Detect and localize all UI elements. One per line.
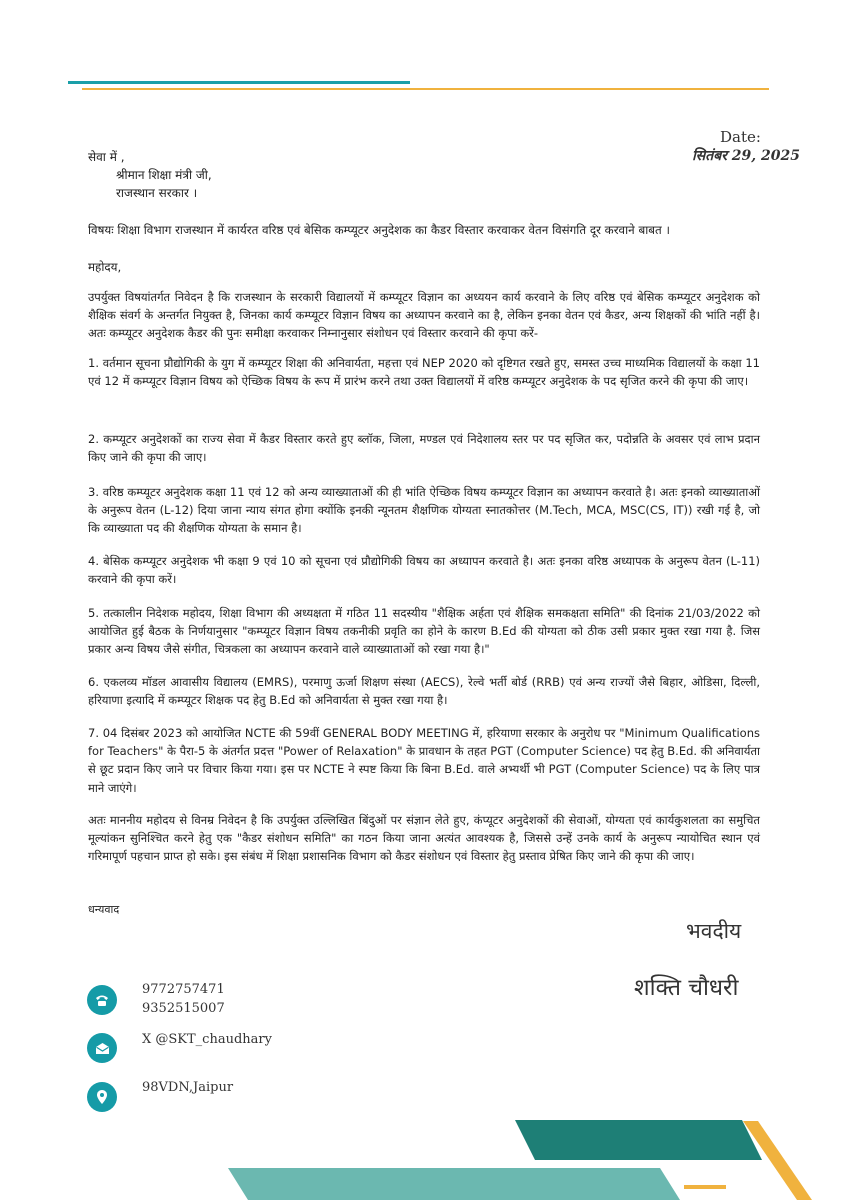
header-teal-rule	[68, 81, 410, 84]
signature-name: शक्ति चौधरी	[634, 975, 739, 1001]
deco-dark-teal-band	[515, 1120, 762, 1160]
header-gold-rule	[82, 88, 769, 90]
deco-gold-stripe	[743, 1121, 812, 1200]
point-7-paragraph: 7. 04 दिसंबर 2023 को आयोजित NCTE की 59वीं GENERAL BODY MEETING में, हरियाणा सरकार के अनुरोध पर "Minimum Qualifications for Teachers" के पैरा-5 के अंतर्गत प्रदत्त "Power of Relaxation" के प्रावधान के तहत PGT (Computer Science) पद हेतु B.Ed. की अनिवार्यता से छूट प्रदान किए जाने पर विचार किया गया। इस पर NCTE ने स्पष्ट किया कि बिना B.Ed. वाले अभ्यर्थी भी PGT (Computer Science) पद के लिए पात्र माने जाएंगे।	[88, 726, 760, 795]
contact-social-handle: X @SKT_chaudhary	[142, 1032, 272, 1047]
closing-paragraph: अतः माननीय महोदय से विनम्र निवेदन है कि उपर्युक्त उल्लिखित बिंदुओं पर संज्ञान लेते हुए, कंप्यूटर अनुदेशकों की सेवाओं, योग्यता एवं कार्यकुशलता का समुचित मूल्यांकन सुनिश्चित करने हेतु एक "कैडर संशोधन समिति" का गठन किया जाना अत्यंत आवश्यक है, जिससे उन्हें उनके कार्य के अनुरूप न्यायोचित स्थान एवं गरिमापूर्ण पहचान प्राप्त हो सके। इस संबंध में शिक्षा प्रशासनिक विभाग को कैडर संशोधन एवं विस्तार हेतु प्रस्ताव प्रेषित किए जाने की कृपा की जाए।	[88, 813, 760, 864]
intro-paragraph: उपर्युक्त विषयांतर्गत निवेदन है कि राजस्थान के सरकारी विद्यालयों में कम्प्यूटर विज्ञान का अध्ययन कार्य करवाने के लिए वरिष्ठ एवं बेसिक कम्प्यूटर अनुदेशक को शैक्षिक संवर्ग के अन्तर्गत नियुक्त है, जिनका कार्य कम्प्यूटर विज्ञान विषय का अध्यापन करवाने का है, लेकिन इनका वेतन एवं कैडर, अन्य शिक्षकों की भांति नहीं है। अतः कम्प्यूटर अनुदेशक कैडर की पुनः समीक्षा करवाकर निम्नानुसार संशोधन एवं विस्तार करवाने की कृपा करें-	[88, 290, 760, 341]
point-4-paragraph: 4. बेसिक कम्प्यूटर अनुदेशक भी कक्षा 9 एवं 10 को सूचना एवं प्रौद्योगिकी विषय का अध्यापन करवाते है। अतः इनका वरिष्ठ अध्यापक के अनुरूप वेतन (L-11) करवाने की कृपा करें।	[88, 554, 761, 587]
signature-valediction: भवदीय	[686, 919, 742, 943]
date-value: सितंबर 29, 2025	[692, 148, 800, 164]
subject-line: विषयः शिक्षा विभाग राजस्थान में कार्यरत वरिष्ठ एवं बेसिक कम्प्यूटर अनुदेशक का कैडर विस्तार करवाकर वेतन विसंगति दूर करवाने बाबत ।	[88, 223, 670, 237]
contact-phone-2: 9352515007	[142, 1001, 225, 1016]
thanks-text: धन्यवाद	[88, 903, 120, 916]
deco-gold-line	[684, 1185, 726, 1189]
address-line-1: सेवा में ,	[88, 150, 125, 164]
point-6-paragraph: 6. एकलव्य मॉडल आवासीय विद्यालय (EMRS), परमाणु ऊर्जा शिक्षण संस्था (AECS), रेल्वे भर्ती बोर्ड (RRB) एवं अन्य राज्यों जैसे बिहार, ओडिसा, दिल्ली, हरियाणा इत्यादि में कम्प्यूटर शिक्षक पद हेतु B.Ed को अनिवार्यता से मुक्त रखा गया है।	[88, 675, 760, 708]
address-line-2: श्रीमान शिक्षा मंत्री जी,	[116, 168, 212, 182]
phone-icon	[87, 985, 117, 1015]
address-line-3: राजस्थान सरकार ।	[116, 186, 198, 200]
salutation: महोदय,	[88, 260, 122, 274]
point-5-paragraph: 5. तत्कालीन निदेशक महोदय, शिक्षा विभाग की अध्यक्षता में गठित 11 सदस्यीय "शैक्षिक अर्हता एवं शैक्षिक समकक्षता समिति" की दिनांक 21/03/2022 को आयोजित हुई बैठक के निर्णयानुसार "कम्प्यूटर विज्ञान विषय तकनीकी प्रवृति का होने के कारण B.Ed की योग्यता को ठीक उसी प्रकार मुक्त रखा गया है. जिस प्रकार अन्य विषय जैसे संगीत, चित्रकला का अध्यापन करवाने वाले व्याख्याताओं को रखा गया है।"	[88, 606, 760, 657]
point-2-paragraph: 2. कम्प्यूटर अनुदेशकों का राज्य सेवा में कैडर विस्तार करते हुए ब्लॉक, जिला, मण्डल एवं निदेशालय स्तर पर पद सृजित कर, पदोन्नति के अवसर एवं लाभ प्रदान किए जाने की कृपा की जाए।	[88, 432, 760, 465]
mail-icon	[87, 1033, 117, 1063]
contact-phone-1: 9772757471	[142, 982, 225, 997]
contact-location: 98VDN,Jaipur	[142, 1080, 234, 1095]
recipient-address	[88, 148, 212, 202]
point-1-paragraph: 1. वर्तमान सूचना प्रौद्योगिकी के युग में कम्प्यूटर शिक्षा की अनिवार्यता, महत्ता एवं NEP 2020 को दृष्टिगत रखते हुए, समस्त उच्च माध्यमिक विद्यालयों के कक्षा 11 एवं 12 में कम्प्यूटर विज्ञान विषय को ऐच्छिक विषय के रूप में प्रारंभ करने तथा उक्त विद्यालयों में वरिष्ठ कम्प्यूटर अनुदेशक के पद सृजित करने की कृपा की जाए।	[88, 356, 760, 389]
location-pin-icon	[87, 1082, 117, 1112]
point-3-paragraph: 3. वरिष्ठ कम्प्यूटर अनुदेशक कक्षा 11 एवं 12 को अन्य व्याख्याताओं की ही भांति ऐच्छिक विषय कम्प्यूटर विज्ञान का अध्यापन करवाते है। अतः इनको व्याख्याताओं के अनुरूप वेतन (L-12) दिया जाना न्याय संगत होगा क्योंकि इनकी न्यूनतम शैक्षणिक योग्यता स्नातकोत्तर (M.Tech, MCA, MSC(CS, IT)) रखी गई है, जो कि व्याख्याता पद की शैक्षणिक योग्यता के समान है।	[88, 485, 760, 536]
date-label: Date:	[720, 128, 761, 146]
deco-light-teal-band	[228, 1168, 680, 1200]
